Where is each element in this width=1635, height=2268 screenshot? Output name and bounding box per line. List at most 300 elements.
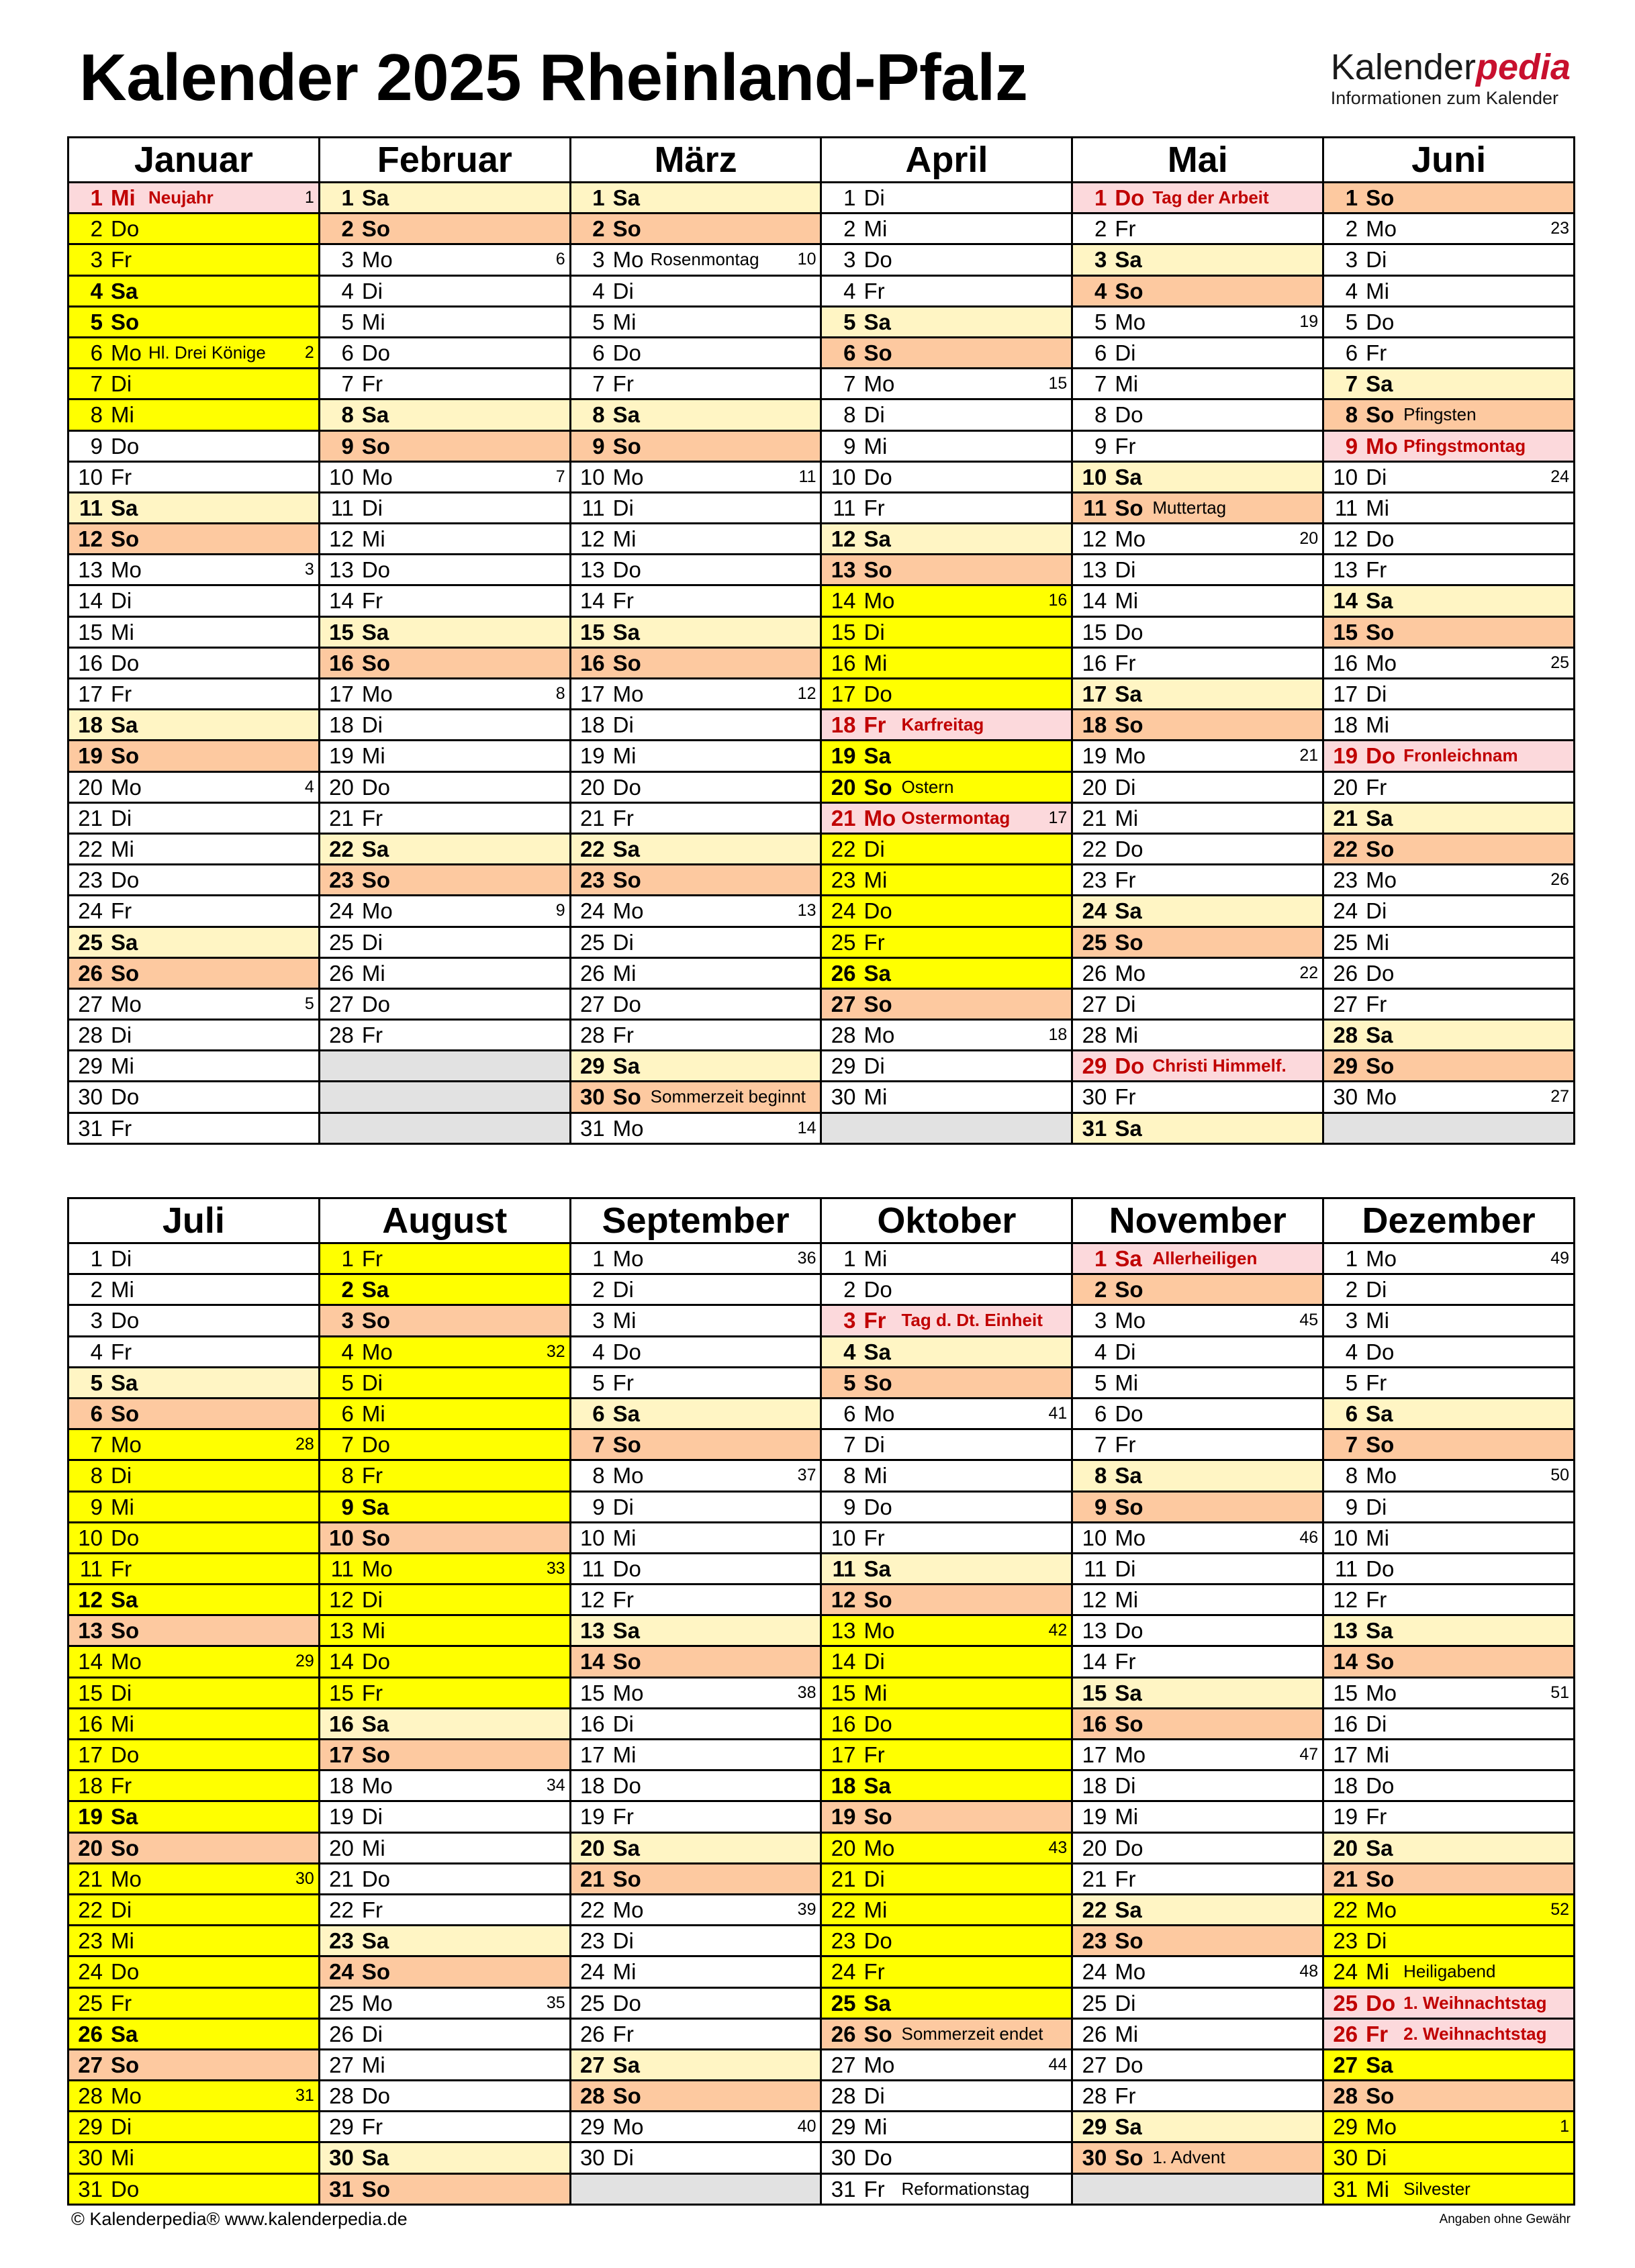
day-cell[interactable] [821, 275, 1072, 306]
day-cell[interactable] [1323, 585, 1575, 616]
day-cell[interactable] [570, 1615, 821, 1646]
day-cell[interactable] [1323, 2173, 1575, 2204]
day-cell[interactable] [1072, 1740, 1323, 1770]
day-cell[interactable] [1072, 1113, 1323, 1143]
day-cell[interactable] [1072, 430, 1323, 461]
day-cell[interactable] [570, 802, 821, 833]
day-cell[interactable] [68, 1113, 320, 1143]
day-cell[interactable] [319, 2173, 570, 2204]
day-cell[interactable] [319, 1708, 570, 1739]
day-cell[interactable] [68, 1553, 320, 1584]
day-cell[interactable] [319, 1832, 570, 1863]
day-cell[interactable] [821, 1460, 1072, 1491]
day-cell[interactable] [68, 1585, 320, 1615]
day-cell[interactable] [1323, 2112, 1575, 2142]
day-cell[interactable] [821, 1708, 1072, 1739]
day-cell[interactable] [821, 1740, 1072, 1770]
day-cell[interactable] [1323, 988, 1575, 1019]
day-cell[interactable] [821, 1243, 1072, 1274]
day-cell[interactable] [570, 461, 821, 492]
day-cell[interactable] [821, 1646, 1072, 1677]
day-cell[interactable] [1323, 214, 1575, 244]
day-cell[interactable] [570, 1429, 821, 1460]
day-cell[interactable] [68, 399, 320, 430]
day-cell[interactable] [570, 1956, 821, 1987]
day-cell[interactable] [68, 1770, 320, 1801]
day-cell[interactable] [821, 1522, 1072, 1553]
day-cell[interactable] [570, 1740, 821, 1770]
day-cell[interactable] [319, 1770, 570, 1801]
day-cell[interactable] [570, 1708, 821, 1739]
day-cell[interactable] [1323, 461, 1575, 492]
day-cell[interactable] [1323, 1770, 1575, 1801]
day-cell[interactable] [319, 524, 570, 555]
day-cell[interactable] [821, 741, 1072, 771]
day-cell[interactable] [570, 2081, 821, 2112]
day-cell[interactable] [68, 1740, 320, 1770]
day-cell[interactable] [1323, 306, 1575, 337]
day-cell[interactable] [68, 1708, 320, 1739]
day-cell[interactable] [1323, 555, 1575, 585]
day-cell[interactable] [68, 896, 320, 927]
day-cell[interactable] [68, 492, 320, 523]
day-cell[interactable] [570, 244, 821, 275]
brand-logo[interactable] [1331, 47, 1571, 109]
day-cell[interactable] [68, 741, 320, 771]
day-cell[interactable] [68, 988, 320, 1019]
day-cell[interactable] [570, 1926, 821, 1956]
day-cell[interactable] [570, 647, 821, 678]
day-cell[interactable] [1323, 802, 1575, 833]
day-cell[interactable] [1323, 1708, 1575, 1739]
day-cell[interactable] [570, 1770, 821, 1801]
day-cell[interactable] [1072, 275, 1323, 306]
day-cell[interactable] [1072, 183, 1323, 214]
day-cell[interactable] [1323, 1491, 1575, 1522]
day-cell[interactable] [319, 555, 570, 585]
day-cell[interactable] [570, 2049, 821, 2080]
day-cell[interactable] [821, 2049, 1072, 2080]
day-cell[interactable] [1072, 1646, 1323, 1677]
day-cell[interactable] [821, 927, 1072, 957]
day-cell[interactable] [319, 771, 570, 802]
day-cell[interactable] [1323, 1051, 1575, 1082]
day-cell[interactable] [68, 1926, 320, 1956]
day-cell[interactable] [570, 896, 821, 927]
day-cell[interactable] [68, 2081, 320, 2112]
day-cell[interactable] [319, 833, 570, 864]
day-cell[interactable] [319, 1615, 570, 1646]
day-cell[interactable] [1072, 555, 1323, 585]
day-cell[interactable] [1323, 1243, 1575, 1274]
day-cell[interactable] [319, 1491, 570, 1522]
day-cell[interactable] [1072, 1336, 1323, 1367]
day-cell[interactable] [1323, 1553, 1575, 1584]
day-cell[interactable] [570, 679, 821, 710]
day-cell[interactable] [821, 1677, 1072, 1708]
day-cell[interactable] [1323, 430, 1575, 461]
day-cell[interactable] [68, 1987, 320, 2018]
day-cell[interactable] [821, 1770, 1072, 1801]
day-cell[interactable] [570, 399, 821, 430]
day-cell[interactable] [319, 1585, 570, 1615]
day-cell[interactable] [821, 2173, 1072, 2204]
day-cell[interactable] [319, 1987, 570, 2018]
day-cell[interactable] [68, 585, 320, 616]
day-cell[interactable] [68, 430, 320, 461]
day-cell[interactable] [1072, 927, 1323, 957]
day-cell[interactable] [1072, 1553, 1323, 1584]
day-cell[interactable] [1072, 741, 1323, 771]
day-cell[interactable] [570, 2112, 821, 2142]
day-cell[interactable] [68, 337, 320, 368]
day-cell[interactable] [1072, 865, 1323, 896]
day-cell[interactable] [821, 2081, 1072, 2112]
day-cell[interactable] [68, 461, 320, 492]
day-cell[interactable] [821, 957, 1072, 988]
day-cell[interactable] [1323, 616, 1575, 647]
day-cell[interactable] [1323, 896, 1575, 927]
day-cell[interactable] [821, 710, 1072, 741]
day-cell[interactable] [821, 833, 1072, 864]
day-cell[interactable] [821, 461, 1072, 492]
day-cell[interactable] [821, 524, 1072, 555]
day-cell[interactable] [570, 1863, 821, 1894]
day-cell[interactable] [68, 2142, 320, 2173]
day-cell[interactable] [570, 430, 821, 461]
day-cell[interactable] [1072, 369, 1323, 399]
day-cell[interactable] [570, 306, 821, 337]
day-cell[interactable] [1323, 957, 1575, 988]
day-cell[interactable] [68, 1429, 320, 1460]
day-cell[interactable] [1072, 2049, 1323, 2080]
day-cell[interactable] [821, 306, 1072, 337]
day-cell[interactable] [68, 927, 320, 957]
day-cell[interactable] [319, 1336, 570, 1367]
day-cell[interactable] [319, 2049, 570, 2080]
day-cell[interactable] [1323, 1367, 1575, 1398]
day-cell[interactable] [570, 1987, 821, 2018]
day-cell[interactable] [821, 988, 1072, 1019]
day-cell[interactable] [319, 679, 570, 710]
day-cell[interactable] [319, 306, 570, 337]
day-cell[interactable] [570, 1460, 821, 1491]
day-cell[interactable] [570, 957, 821, 988]
day-cell[interactable] [821, 1398, 1072, 1429]
day-cell[interactable] [821, 183, 1072, 214]
day-cell[interactable] [1072, 214, 1323, 244]
day-cell[interactable] [821, 337, 1072, 368]
day-cell[interactable] [821, 214, 1072, 244]
day-cell[interactable] [68, 1274, 320, 1305]
day-cell[interactable] [570, 741, 821, 771]
day-cell[interactable] [821, 1585, 1072, 1615]
day-cell[interactable] [570, 771, 821, 802]
day-cell[interactable] [1323, 183, 1575, 214]
day-cell[interactable] [570, 1020, 821, 1051]
day-cell[interactable] [319, 988, 570, 1019]
day-cell[interactable] [319, 461, 570, 492]
day-cell[interactable] [68, 1367, 320, 1398]
day-cell[interactable] [1323, 1020, 1575, 1051]
day-cell[interactable] [68, 1677, 320, 1708]
day-cell[interactable] [319, 399, 570, 430]
day-cell[interactable] [68, 1801, 320, 1832]
day-cell[interactable] [319, 1020, 570, 1051]
day-cell[interactable] [68, 1863, 320, 1894]
day-cell[interactable] [1072, 1863, 1323, 1894]
day-cell[interactable] [319, 492, 570, 523]
day-cell[interactable] [1072, 1926, 1323, 1956]
day-cell[interactable] [1072, 1677, 1323, 1708]
day-cell[interactable] [319, 2081, 570, 2112]
day-cell[interactable] [1072, 244, 1323, 275]
day-cell[interactable] [319, 183, 570, 214]
day-cell[interactable] [319, 1801, 570, 1832]
day-cell[interactable] [570, 2142, 821, 2173]
day-cell[interactable] [570, 214, 821, 244]
day-cell[interactable] [1323, 2081, 1575, 2112]
day-cell[interactable] [1072, 1801, 1323, 1832]
day-cell[interactable] [319, 1863, 570, 1894]
day-cell[interactable] [1323, 1615, 1575, 1646]
day-cell[interactable] [1323, 741, 1575, 771]
day-cell[interactable] [821, 1491, 1072, 1522]
day-cell[interactable] [68, 1894, 320, 1925]
day-cell[interactable] [1072, 896, 1323, 927]
day-cell[interactable] [821, 2112, 1072, 2142]
day-cell[interactable] [570, 1082, 821, 1113]
day-cell[interactable] [68, 2018, 320, 2049]
day-cell[interactable] [319, 2142, 570, 2173]
day-cell[interactable] [1072, 1832, 1323, 1863]
day-cell[interactable] [570, 1553, 821, 1584]
day-cell[interactable] [1323, 337, 1575, 368]
day-cell[interactable] [821, 1863, 1072, 1894]
day-cell[interactable] [68, 771, 320, 802]
day-cell[interactable] [68, 1020, 320, 1051]
day-cell[interactable] [319, 369, 570, 399]
day-cell[interactable] [570, 1801, 821, 1832]
day-cell[interactable] [1323, 1894, 1575, 1925]
day-cell[interactable] [1072, 616, 1323, 647]
day-cell[interactable] [1072, 2142, 1323, 2173]
day-cell[interactable] [821, 369, 1072, 399]
day-cell[interactable] [1072, 1274, 1323, 1305]
day-cell[interactable] [1072, 461, 1323, 492]
day-cell[interactable] [68, 214, 320, 244]
day-cell[interactable] [1072, 1429, 1323, 1460]
day-cell[interactable] [68, 1956, 320, 1987]
day-cell[interactable] [570, 710, 821, 741]
day-cell[interactable] [570, 1243, 821, 1274]
day-cell[interactable] [319, 1398, 570, 1429]
day-cell[interactable] [68, 679, 320, 710]
day-cell[interactable] [1072, 1956, 1323, 1987]
day-cell[interactable] [68, 1398, 320, 1429]
day-cell[interactable] [68, 369, 320, 399]
day-cell[interactable] [1072, 647, 1323, 678]
day-cell[interactable] [68, 1082, 320, 1113]
day-cell[interactable] [821, 1020, 1072, 1051]
day-cell[interactable] [1323, 369, 1575, 399]
day-cell[interactable] [1072, 1082, 1323, 1113]
day-cell[interactable] [68, 865, 320, 896]
day-cell[interactable] [1323, 1926, 1575, 1956]
day-cell[interactable] [821, 865, 1072, 896]
day-cell[interactable] [68, 2049, 320, 2080]
day-cell[interactable] [821, 430, 1072, 461]
day-cell[interactable] [1072, 306, 1323, 337]
day-cell[interactable] [319, 1274, 570, 1305]
day-cell[interactable] [821, 585, 1072, 616]
day-cell[interactable] [68, 1243, 320, 1274]
day-cell[interactable] [821, 399, 1072, 430]
day-cell[interactable] [1072, 1367, 1323, 1398]
day-cell[interactable] [319, 2112, 570, 2142]
day-cell[interactable] [821, 616, 1072, 647]
day-cell[interactable] [821, 1429, 1072, 1460]
day-cell[interactable] [68, 555, 320, 585]
day-cell[interactable] [319, 244, 570, 275]
day-cell[interactable] [68, 1491, 320, 1522]
day-cell[interactable] [319, 1677, 570, 1708]
day-cell[interactable] [1323, 2142, 1575, 2173]
day-cell[interactable] [1072, 1987, 1323, 2018]
day-cell[interactable] [68, 1646, 320, 1677]
day-cell[interactable] [1072, 337, 1323, 368]
day-cell[interactable] [1323, 1832, 1575, 1863]
day-cell[interactable] [570, 555, 821, 585]
day-cell[interactable] [1323, 1956, 1575, 1987]
day-cell[interactable] [570, 1832, 821, 1863]
day-cell[interactable] [1072, 679, 1323, 710]
day-cell[interactable] [821, 1367, 1072, 1398]
day-cell[interactable] [319, 1894, 570, 1925]
day-cell[interactable] [570, 275, 821, 306]
day-cell[interactable] [1323, 1863, 1575, 1894]
day-cell[interactable] [570, 1585, 821, 1615]
day-cell[interactable] [319, 647, 570, 678]
day-cell[interactable] [319, 710, 570, 741]
day-cell[interactable] [821, 1926, 1072, 1956]
day-cell[interactable] [68, 1832, 320, 1863]
day-cell[interactable] [1072, 1708, 1323, 1739]
day-cell[interactable] [570, 492, 821, 523]
day-cell[interactable] [821, 679, 1072, 710]
day-cell[interactable] [570, 1367, 821, 1398]
day-cell[interactable] [1072, 988, 1323, 1019]
day-cell[interactable] [1323, 865, 1575, 896]
day-cell[interactable] [1072, 524, 1323, 555]
day-cell[interactable] [68, 710, 320, 741]
day-cell[interactable] [1323, 244, 1575, 275]
day-cell[interactable] [68, 2173, 320, 2204]
day-cell[interactable] [821, 555, 1072, 585]
day-cell[interactable] [68, 1051, 320, 1082]
day-cell[interactable] [570, 1522, 821, 1553]
day-cell[interactable] [319, 1646, 570, 1677]
day-cell[interactable] [319, 865, 570, 896]
day-cell[interactable] [1323, 771, 1575, 802]
day-cell[interactable] [1323, 1398, 1575, 1429]
day-cell[interactable] [1072, 710, 1323, 741]
day-cell[interactable] [68, 2112, 320, 2142]
day-cell[interactable] [1072, 771, 1323, 802]
day-cell[interactable] [319, 957, 570, 988]
day-cell[interactable] [319, 927, 570, 957]
day-cell[interactable] [570, 1894, 821, 1925]
day-cell[interactable] [1072, 1770, 1323, 1801]
day-cell[interactable] [821, 647, 1072, 678]
day-cell[interactable] [821, 802, 1072, 833]
day-cell[interactable] [821, 1553, 1072, 1584]
day-cell[interactable] [1072, 1305, 1323, 1336]
day-cell[interactable] [1323, 524, 1575, 555]
day-cell[interactable] [319, 1429, 570, 1460]
day-cell[interactable] [570, 1646, 821, 1677]
day-cell[interactable] [570, 1113, 821, 1143]
day-cell[interactable] [319, 1740, 570, 1770]
day-cell[interactable] [1072, 1460, 1323, 1491]
day-cell[interactable] [319, 337, 570, 368]
day-cell[interactable] [1323, 492, 1575, 523]
day-cell[interactable] [319, 1243, 570, 1274]
day-cell[interactable] [1072, 802, 1323, 833]
day-cell[interactable] [1323, 1740, 1575, 1770]
day-cell[interactable] [570, 865, 821, 896]
day-cell[interactable] [1072, 957, 1323, 988]
day-cell[interactable] [1072, 1398, 1323, 1429]
day-cell[interactable] [1072, 1585, 1323, 1615]
day-cell[interactable] [821, 244, 1072, 275]
day-cell[interactable] [1323, 1677, 1575, 1708]
day-cell[interactable] [1323, 1801, 1575, 1832]
day-cell[interactable] [570, 1491, 821, 1522]
day-cell[interactable] [1323, 1274, 1575, 1305]
day-cell[interactable] [1323, 679, 1575, 710]
day-cell[interactable] [68, 1336, 320, 1367]
day-cell[interactable] [319, 1305, 570, 1336]
day-cell[interactable] [570, 1398, 821, 1429]
day-cell[interactable] [1323, 1646, 1575, 1677]
day-cell[interactable] [1323, 1585, 1575, 1615]
day-cell[interactable] [68, 183, 320, 214]
day-cell[interactable] [1323, 1429, 1575, 1460]
day-cell[interactable] [570, 1336, 821, 1367]
day-cell[interactable] [319, 1956, 570, 1987]
day-cell[interactable] [821, 771, 1072, 802]
day-cell[interactable] [319, 802, 570, 833]
day-cell[interactable] [1323, 1082, 1575, 1113]
day-cell[interactable] [68, 524, 320, 555]
day-cell[interactable] [821, 1305, 1072, 1336]
day-cell[interactable] [1072, 1615, 1323, 1646]
day-cell[interactable] [1072, 2112, 1323, 2142]
day-cell[interactable] [1323, 2018, 1575, 2049]
day-cell[interactable] [821, 1832, 1072, 1863]
day-cell[interactable] [319, 1367, 570, 1398]
day-cell[interactable] [570, 988, 821, 1019]
day-cell[interactable] [319, 214, 570, 244]
day-cell[interactable] [1323, 275, 1575, 306]
day-cell[interactable] [319, 585, 570, 616]
day-cell[interactable] [570, 369, 821, 399]
day-cell[interactable] [1072, 2081, 1323, 2112]
day-cell[interactable] [570, 1274, 821, 1305]
day-cell[interactable] [68, 957, 320, 988]
day-cell[interactable] [821, 1987, 1072, 2018]
